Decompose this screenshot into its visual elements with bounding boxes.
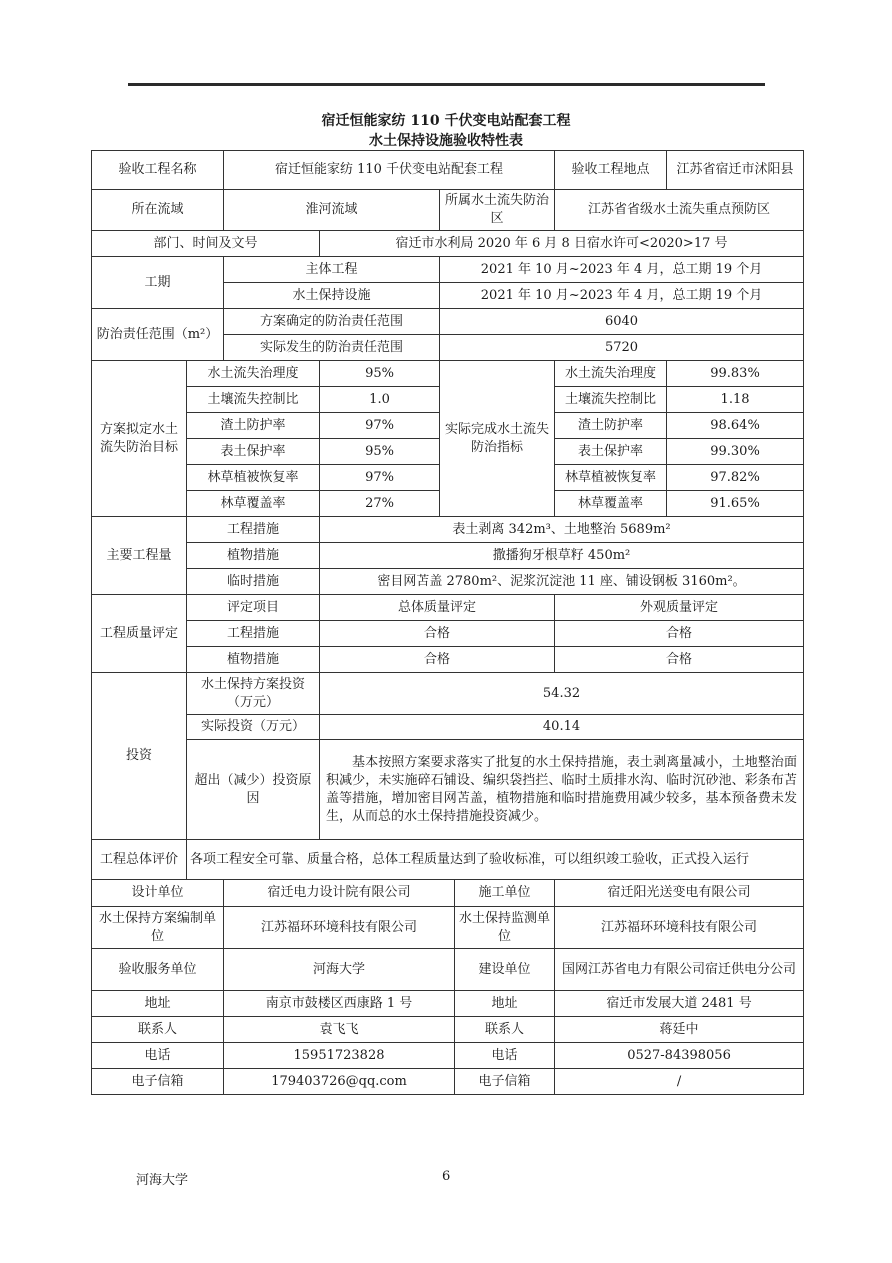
quality-item-label: 评定项目 (187, 595, 320, 621)
zone: 江苏省省级水土流失重点预防区 (555, 190, 804, 231)
acceptance-unit: 河海大学 (224, 949, 455, 991)
project-name: 宿迁恒能家纺 110 千伏变电站配套工程 (224, 151, 555, 190)
period-label: 工期 (92, 257, 224, 309)
indicator-target: 97% (320, 413, 440, 439)
overall-quality-label: 总体质量评定 (320, 595, 555, 621)
construction-unit-label: 施工单位 (455, 880, 555, 907)
address-label: 地址 (92, 991, 224, 1017)
indicator-actual: 99.30% (667, 439, 804, 465)
indicator-name: 表土保护率 (187, 439, 320, 465)
swc-works-period: 2021 年 10 月~2023 年 4 月，总工期 19 个月 (440, 283, 804, 309)
approval-label: 部门、时间及文号 (92, 231, 320, 257)
indicator-target: 95% (320, 439, 440, 465)
indicator-actual: 98.64% (667, 413, 804, 439)
phone-label: 电话 (455, 1043, 555, 1069)
indicator-actual: 91.65% (667, 491, 804, 517)
owner-unit-label: 建设单位 (455, 949, 555, 991)
quality-eng-overall: 合格 (320, 621, 555, 647)
indicator-actual: 1.18 (667, 387, 804, 413)
scope-actual-label: 实际发生的防治责任范围 (224, 335, 440, 361)
location-label: 验收工程地点 (555, 151, 667, 190)
contact-label: 联系人 (455, 1017, 555, 1043)
document-subtitle: 水土保持设施验收特性表 (369, 133, 523, 149)
quality-veg-overall: 合格 (320, 647, 555, 673)
overall-eval-label: 工程总体评价 (92, 840, 187, 880)
acceptance-characteristics-table (91, 150, 804, 1095)
swc-works-label: 水土保持设施 (224, 283, 440, 309)
indicator-name: 渣土防护率 (187, 413, 320, 439)
indicator-actual-name: 林草覆盖率 (555, 491, 667, 517)
indicator-actual-name: 水土流失治理度 (555, 361, 667, 387)
appearance-quality-label: 外观质量评定 (555, 595, 804, 621)
email-label: 电子信箱 (455, 1069, 555, 1095)
quality-veg-appearance: 合格 (555, 647, 804, 673)
owner-unit: 国网江苏省电力有限公司宿迁供电分公司 (555, 949, 804, 991)
document-title: 宿迁恒能家纺 110 千伏变电站配套工程 (321, 113, 571, 129)
indicator-target: 95% (320, 361, 440, 387)
scope-planned-label: 方案确定的防治责任范围 (224, 309, 440, 335)
achieved-label: 实际完成水土流失防治指标 (440, 361, 555, 517)
plan-unit-label: 水土保持方案编制单位 (92, 907, 224, 949)
location: 江苏省宿迁市沭阳县 (667, 151, 804, 190)
eng-measures-label: 工程措施 (187, 517, 320, 543)
contact: 袁飞飞 (224, 1017, 455, 1043)
quality-eng-appearance: 合格 (555, 621, 804, 647)
scope-planned: 6040 (440, 309, 804, 335)
indicator-actual: 99.83% (667, 361, 804, 387)
acceptance-unit-label: 验收服务单位 (92, 949, 224, 991)
indicator-target: 97% (320, 465, 440, 491)
indicator-actual-name: 表土保护率 (555, 439, 667, 465)
design-unit: 宿迁电力设计院有限公司 (224, 880, 455, 907)
header-rule (128, 83, 765, 86)
construction-unit: 宿迁阳光送变电有限公司 (555, 880, 804, 907)
indicator-target: 27% (320, 491, 440, 517)
indicator-target: 1.0 (320, 387, 440, 413)
contact-label: 联系人 (92, 1017, 224, 1043)
quality-eng-label: 工程措施 (187, 621, 320, 647)
actual-invest-label: 实际投资（万元） (187, 715, 320, 740)
indicator-actual-name: 土壤流失控制比 (555, 387, 667, 413)
eng-measures: 表土剥离 342m³、土地整治 5689m² (320, 517, 804, 543)
basin-label: 所在流域 (92, 190, 224, 231)
plan-unit: 江苏福环环境科技有限公司 (224, 907, 455, 949)
email: / (555, 1069, 804, 1095)
main-works-period: 2021 年 10 月~2023 年 4 月，总工期 19 个月 (440, 257, 804, 283)
phone: 0527-84398056 (555, 1043, 804, 1069)
design-unit-label: 设计单位 (92, 880, 224, 907)
phone: 15951723828 (224, 1043, 455, 1069)
indicator-actual-name: 林草植被恢复率 (555, 465, 667, 491)
plan-invest-label: 水土保持方案投资（万元） (187, 673, 320, 715)
indicator-name: 林草覆盖率 (187, 491, 320, 517)
monitor-unit: 江苏福环环境科技有限公司 (555, 907, 804, 949)
quality-label: 工程质量评定 (92, 595, 187, 673)
target-label: 方案拟定水土流失防治目标 (92, 361, 187, 517)
investment-label: 投资 (92, 673, 187, 840)
email-label: 电子信箱 (92, 1069, 224, 1095)
diff-reason: 基本按照方案要求落实了批复的水土保持措施，表土剥离量减小，土地整治面积减少，未实施碎石铺设、编织袋挡拦、临时土质排水沟、临时沉砂池、彩条布苫盖等措施，增加密目网苫盖，植物措施和临时措施费用减少较多，基本预备费未发生，从而总的水土保持措施投资减少。 (320, 740, 804, 840)
temp-measures-label: 临时措施 (187, 569, 320, 595)
main-works-label: 主体工程 (224, 257, 440, 283)
address-label: 地址 (455, 991, 555, 1017)
indicator-name: 林草植被恢复率 (187, 465, 320, 491)
phone-label: 电话 (92, 1043, 224, 1069)
basin: 淮河流域 (224, 190, 440, 231)
footer-org: 河海大学 (136, 1173, 189, 1188)
quantities-label: 主要工程量 (92, 517, 187, 595)
scope-label: 防治责任范围（m²） (92, 309, 224, 361)
email: 179403726@qq.com (224, 1069, 455, 1095)
zone-label: 所属水土流失防治区 (440, 190, 555, 231)
project-name-label: 验收工程名称 (92, 151, 224, 190)
indicator-actual: 97.82% (667, 465, 804, 491)
page-number: 6 (442, 1169, 451, 1184)
veg-measures-label: 植物措施 (187, 543, 320, 569)
contact: 蒋廷中 (555, 1017, 804, 1043)
temp-measures: 密目网苫盖 2780m²、泥浆沉淀池 11 座、铺设钢板 3160m²。 (320, 569, 804, 595)
overall-eval: 各项工程安全可靠、质量合格，总体工程质量达到了验收标准，可以组织竣工验收，正式投入运行 (187, 840, 804, 880)
monitor-unit-label: 水土保持监测单位 (455, 907, 555, 949)
indicator-name: 水土流失治理度 (187, 361, 320, 387)
plan-invest: 54.32 (320, 673, 804, 715)
scope-actual: 5720 (440, 335, 804, 361)
address: 宿迁市发展大道 2481 号 (555, 991, 804, 1017)
approval: 宿迁市水利局 2020 年 6 月 8 日宿水许可<2020>17 号 (320, 231, 804, 257)
veg-measures: 撒播狗牙根草籽 450m² (320, 543, 804, 569)
indicator-actual-name: 渣土防护率 (555, 413, 667, 439)
actual-invest: 40.14 (320, 715, 804, 740)
address: 南京市鼓楼区西康路 1 号 (224, 991, 455, 1017)
diff-label: 超出（减少）投资原因 (187, 740, 320, 840)
quality-veg-label: 植物措施 (187, 647, 320, 673)
indicator-name: 土壤流失控制比 (187, 387, 320, 413)
